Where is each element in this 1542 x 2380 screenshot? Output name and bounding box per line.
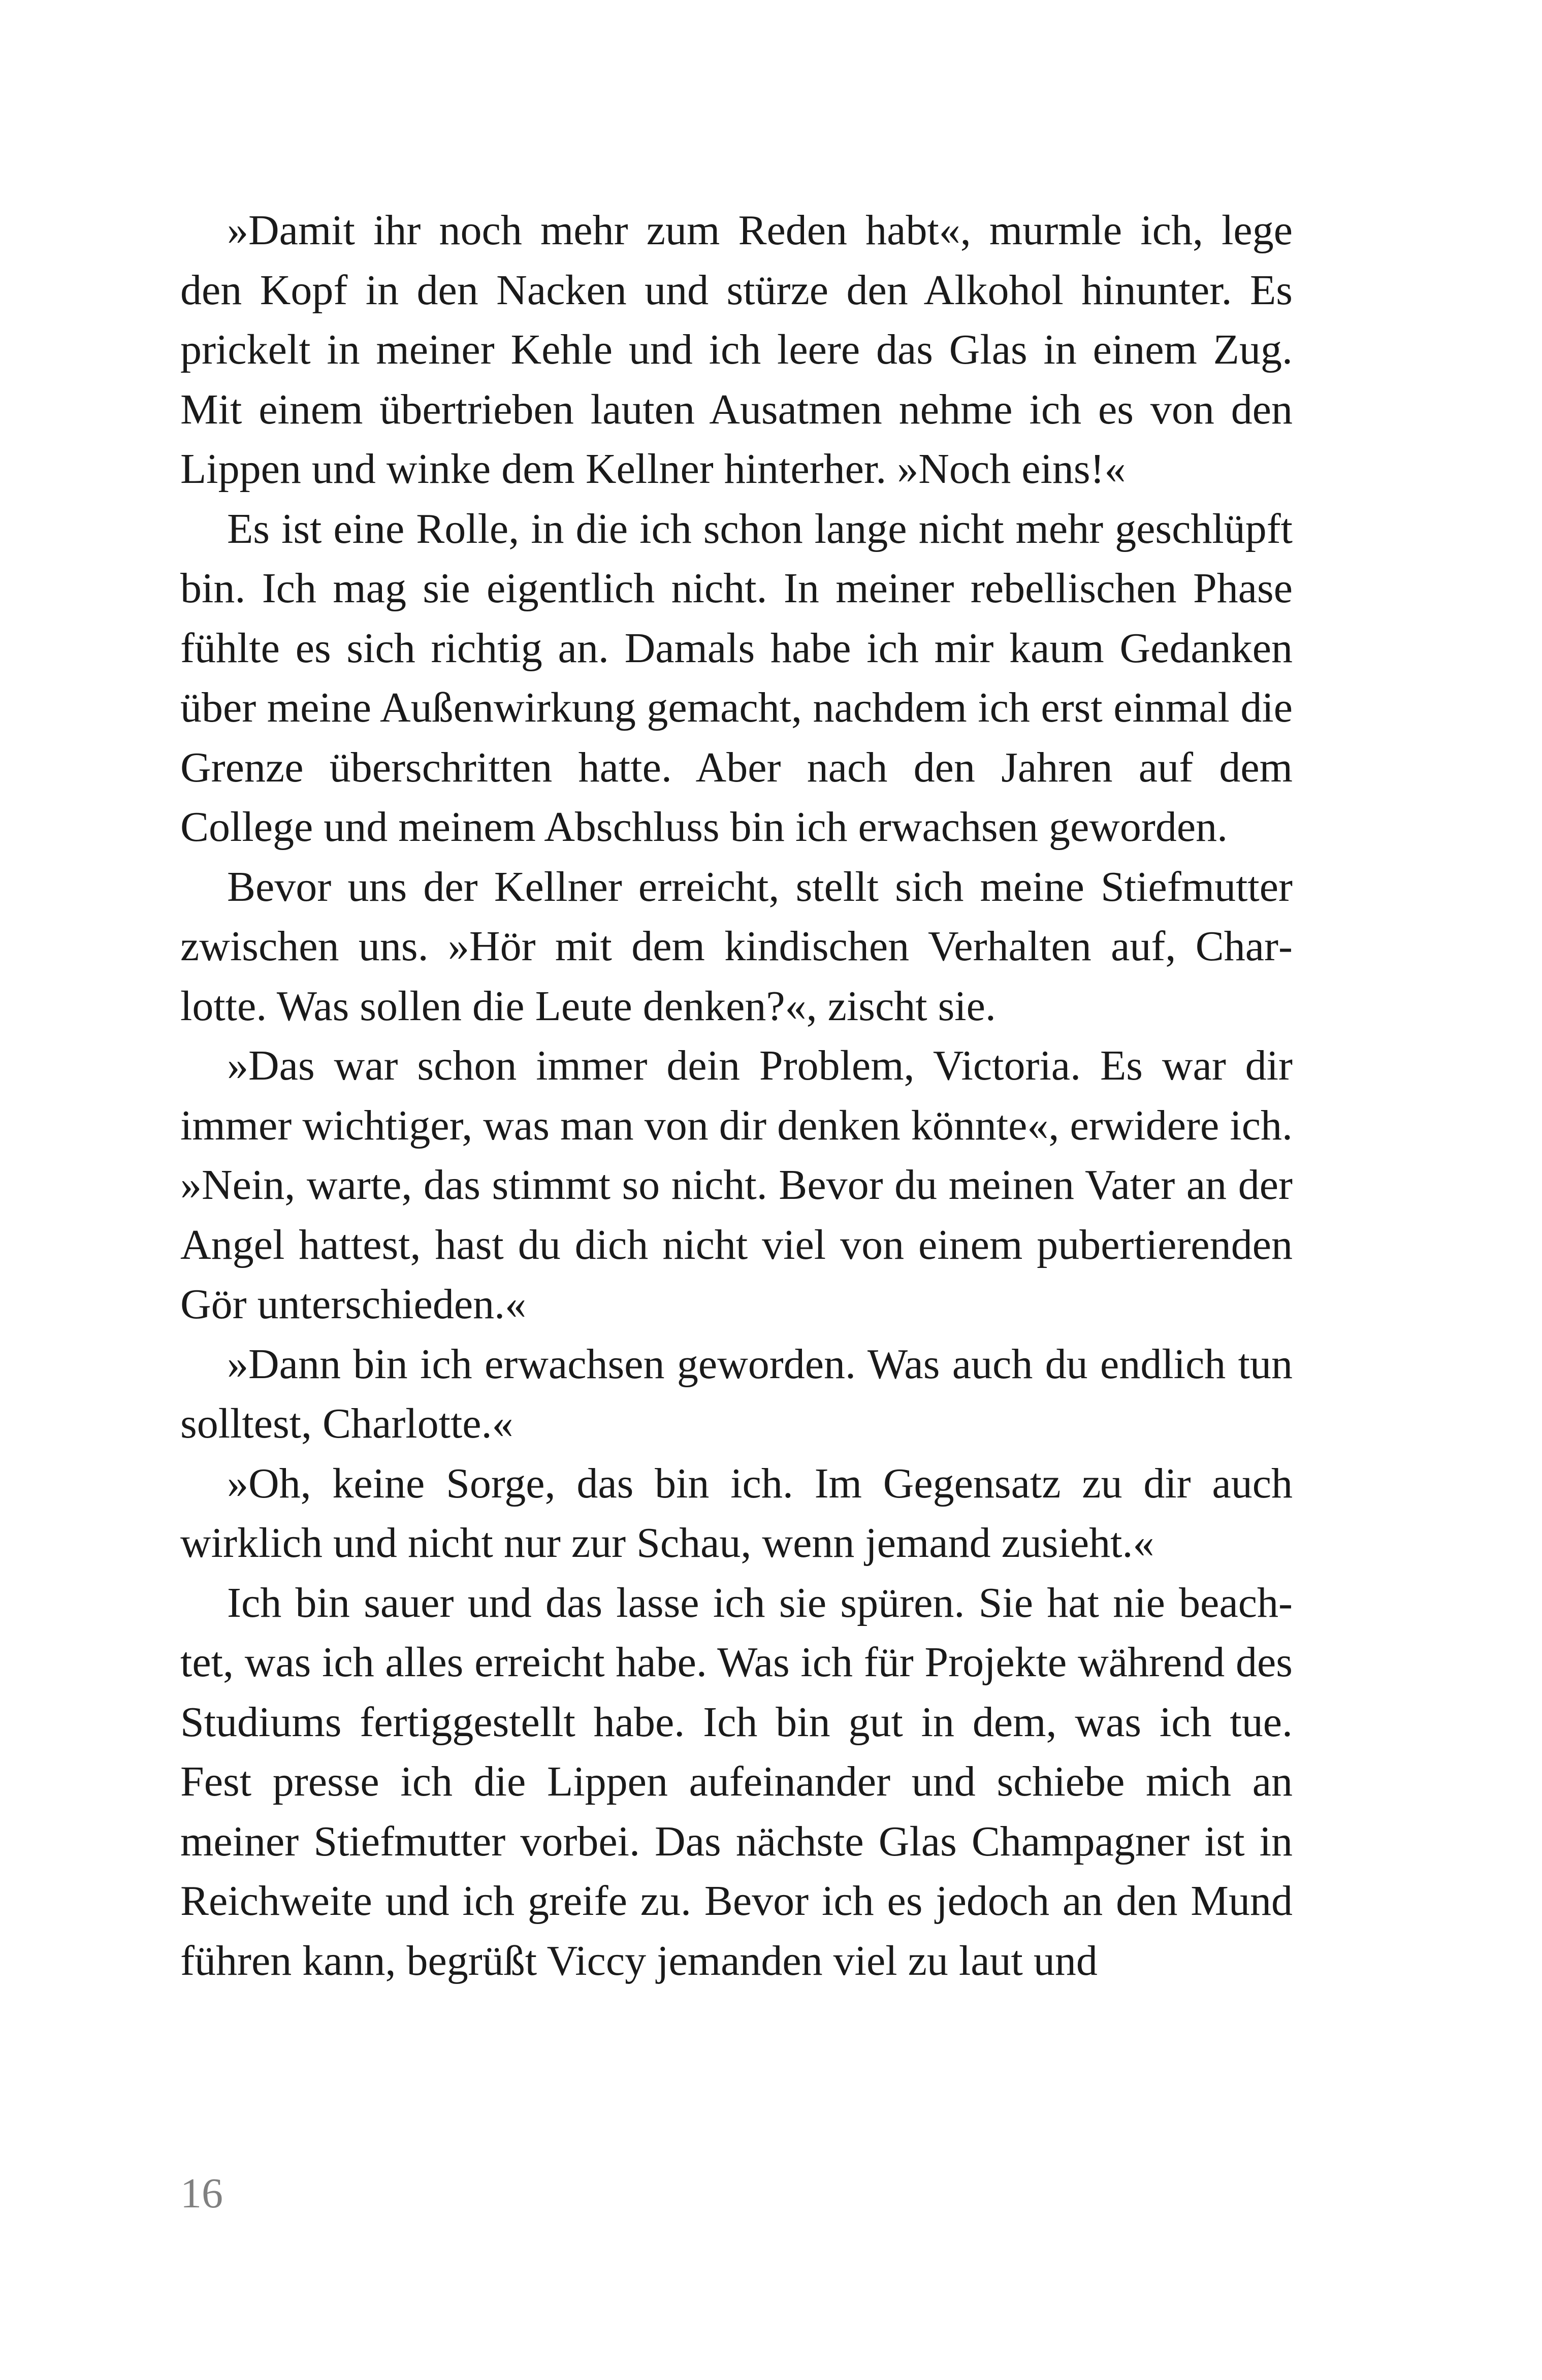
paragraph-2: Es ist eine Rolle, in die ich schon lange nicht mehr geschlüpft bin. Ich mag sie eigentlich nicht. In meiner rebellischen Phase fühlte es sich richtig an. Damals habe ich mir kaum Gedanken über meine Außenwirkung gemacht, nachdem ich erst einmal die Grenze überschritten hatte. Aber nach den Jahren auf dem College und meinem Abschluss bin ich erwachsen geworden. (180, 505, 1293, 851)
body-text (180, 201, 1293, 1991)
paragraph-1: »Damit ihr noch mehr zum Reden habt«, murmle ich, lege den Kopf in den Nacken und stürze den Alkohol hinunter. Es prickelt in meiner Kehle und ich leere das Glas in einem Zug. Mit einem übertrieben lauten Ausatmen nehme ich es von den Lippen und winke dem Kellner hinterher. »Noch eins!« (180, 207, 1293, 493)
paragraph-3: Bevor uns der Kellner erreicht, stellt sich meine Stiefmutter zwischen uns. »Hör mit dem kindischen Verhalten auf, Charlotte. Was sollen die Leute denken?«, zischt sie. (180, 863, 1293, 1030)
paragraph-7: Ich bin sauer und das lasse ich sie spüren. Sie hat nie beachtet, was ich alles erreicht habe. Was ich für Projekte während des Studiums fertiggestellt habe. Ich bin gut in dem, was ich tue. Fest presse ich die Lippen aufeinander und schiebe mich an meiner Stiefmutter vorbei. Das nächste Glas Champagner ist in Reichweite und ich greife zu. Bevor ich es jedoch an den Mund führen kann, begrüßt Viccy jemanden viel zu laut und (180, 1579, 1293, 1984)
paragraph-4: »Das war schon immer dein Problem, Victoria. Es war dir immer wichtiger, was man von dir denken könnte«, erwidere ich. »Nein, warte, das stimmt so nicht. Bevor du meinen Vater an der Angel hattest, hast du dich nicht viel von einem pubertierenden Gör unterschieden.« (180, 1042, 1293, 1328)
page-number: 16 (180, 2170, 223, 2217)
paragraph-5: »Dann bin ich erwachsen geworden. Was auch du endlich tun solltest, Charlotte.« (180, 1340, 1293, 1447)
paragraph-6: »Oh, keine Sorge, das bin ich. Im Gegensatz zu dir auch wirklich und nicht nur zur Schau, wenn jemand zusieht.« (180, 1459, 1293, 1567)
